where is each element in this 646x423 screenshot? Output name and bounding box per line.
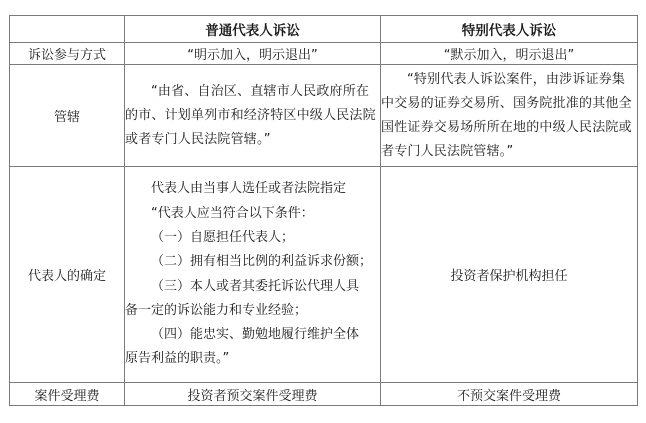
ordinary-cell: [125, 167, 381, 383]
comparison-table: [9, 15, 638, 406]
cell-line: 代表人由当事人选任或者法院指定: [151, 181, 347, 197]
header-row: [10, 16, 638, 43]
row-label: 案件受理费: [10, 383, 125, 406]
table-row: [10, 65, 638, 167]
cell-line: （二）拥有相当比例的利益诉求份额；: [151, 254, 373, 270]
table-row: [10, 167, 638, 383]
row-label: 诉讼参与方式: [10, 43, 125, 65]
cell-paragraph: “由省、自治区、直辖市人民政府所在的市、计划单列市和经济特区中级人民法院或者专门人民法院管辖。”: [125, 83, 376, 147]
special-cell: [381, 65, 638, 167]
ordinary-cell: “明示加入，明示退出”: [125, 43, 381, 65]
special-cell: 投资者保护机构担任: [381, 167, 638, 383]
row-label: 管辖: [10, 65, 125, 167]
special-cell: 不预交案件受理费: [381, 383, 638, 406]
table-row: [10, 383, 638, 406]
cell-line: 备一定的诉讼能力和专业经验；: [125, 302, 308, 318]
cell-line: （四）能忠实、勤勉地履行维护全体: [151, 327, 360, 343]
table-row: [10, 43, 638, 65]
cell-line: （三）本人或者其委托诉讼代理人具: [151, 278, 360, 294]
header-ordinary: 普通代表人诉讼: [125, 16, 381, 43]
cell-line: 原告利益的职责。”: [125, 351, 230, 367]
cell-line: “代表人应当符合以下条件：: [151, 205, 314, 221]
header-empty: [10, 16, 125, 43]
row-label: 代表人的确定: [10, 167, 125, 383]
cell-line: （一）自愿担任代表人；: [151, 229, 295, 245]
ordinary-cell: 投资者预交案件受理费: [125, 383, 381, 406]
cell-paragraph: “特别代表人诉讼案件，由涉诉证券集中交易的证券交易所、国务院批准的其他全国性证券交易场所所在地的中级人民法院或者专门人民法院管辖。”: [381, 71, 632, 159]
ordinary-cell: [125, 65, 381, 167]
header-special: 特别代表人诉讼: [381, 16, 638, 43]
special-cell: “默示加入，明示退出”: [381, 43, 638, 65]
